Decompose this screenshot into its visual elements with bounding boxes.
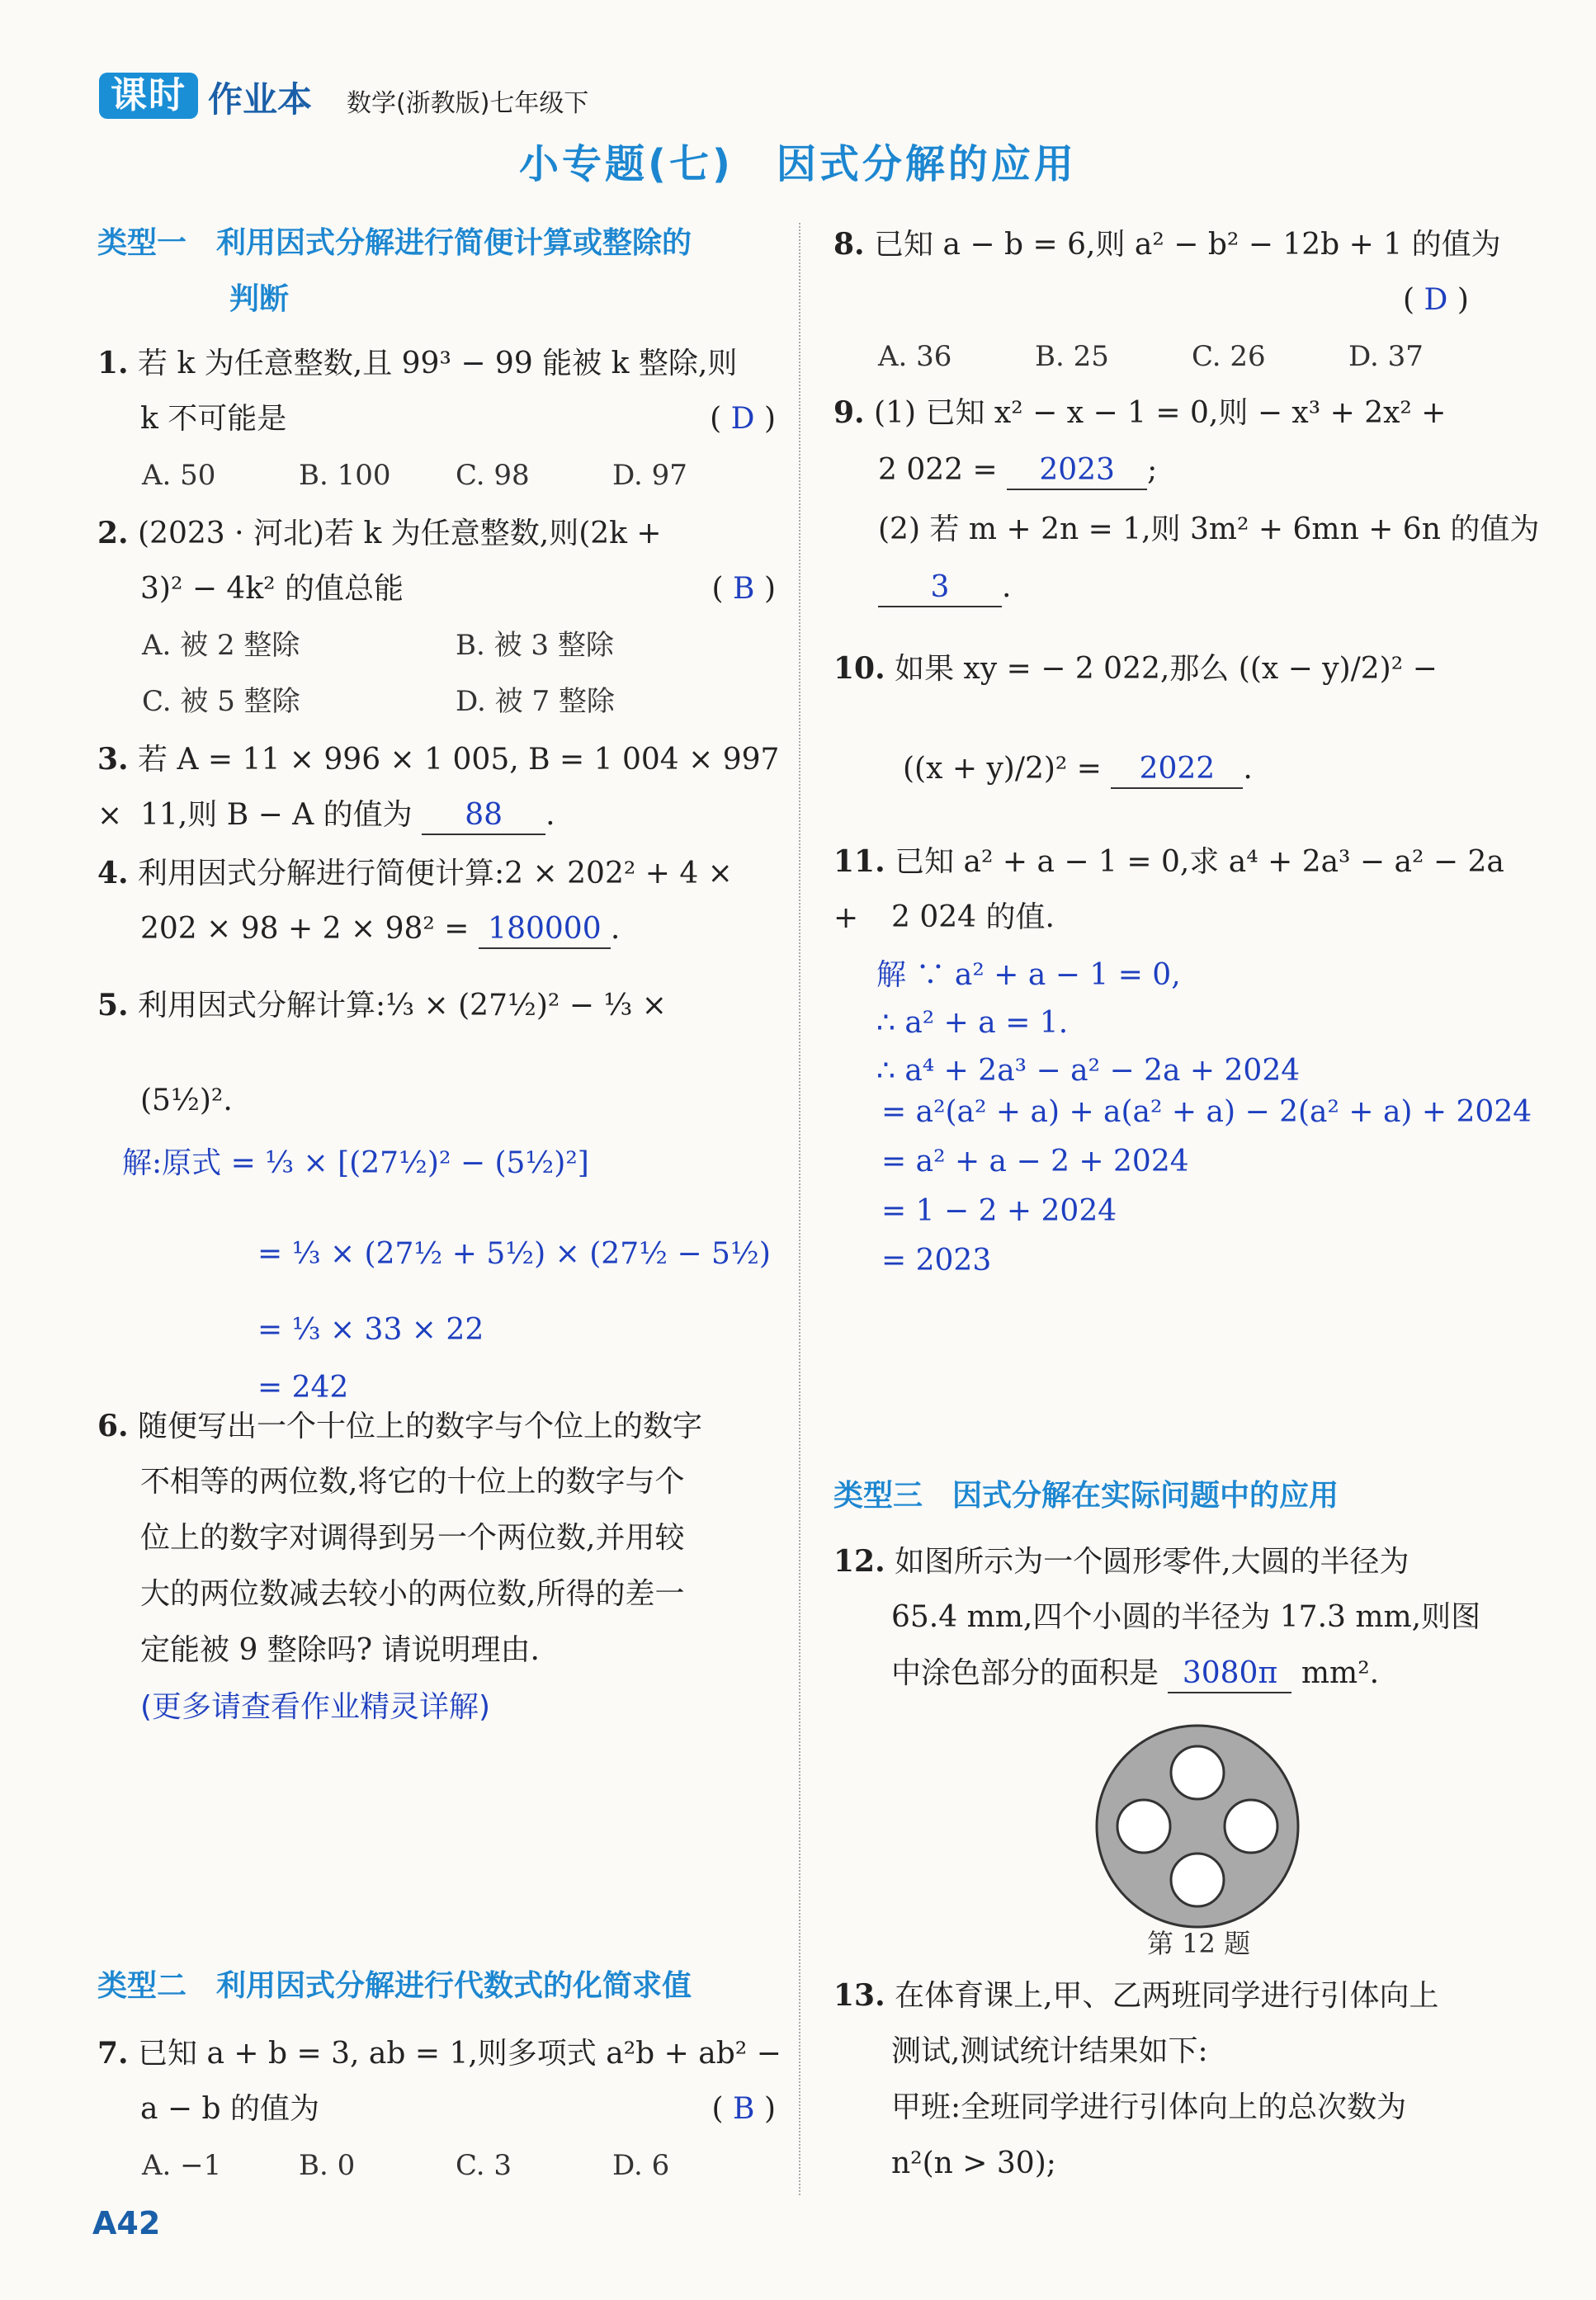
question-1-line2: k 不可能是 ( D ) [140, 402, 776, 436]
q10-number: 10. [833, 651, 885, 686]
q2-text-line2: 3)² − 4k² 的值总能 [140, 572, 404, 606]
q5-text-line1: 利用因式分解计算:⅓ × (27½)² − ⅓ × [138, 989, 667, 1022]
section-1-heading: 类型一 利用因式分解进行简便计算或整除的 [97, 226, 692, 260]
question-10-line2: ((x + y)/2)² = 2022 . [903, 741, 1253, 797]
q11-number: 11. [833, 844, 885, 879]
q3-answer-blank: 88 [422, 797, 545, 835]
question-4-line2: 202 × 98 + 2 × 98² = 180000 . [140, 901, 776, 957]
question-2 [97, 505, 774, 562]
q11-solution-line6: = 1 − 2 + 2024 [881, 1194, 1117, 1228]
q12-figure [1094, 1723, 1301, 1929]
section-3-heading: 类型三 因式分解在实际问题中的应用 [833, 1479, 1339, 1513]
question-6 [97, 1398, 782, 1455]
q2-text-line1: (2023 · 河北)若 k 为任意整数,则(2k + [138, 517, 662, 550]
question-4 [97, 845, 782, 902]
q1-answer: D [730, 402, 755, 436]
q1-choice-b: B. 100 [299, 459, 391, 492]
q6-text-line3: 位上的数字对调得到另一个两位数,并用较 [140, 1521, 685, 1555]
brand-name: 作业本 [208, 79, 313, 120]
question-5-line2 [140, 1073, 776, 1129]
question-7 [97, 2025, 782, 2082]
page-title: 小专题(七) 因式分解的应用 [519, 141, 1077, 187]
q12-text-line2: 65.4 mm,四个小圆的半径为 17.3 mm,则图 [891, 1600, 1481, 1634]
q8-choice-d: D. 37 [1348, 340, 1424, 373]
q2-choices-row2 [142, 673, 769, 730]
small-circle-top [1171, 1746, 1224, 1799]
question-10 [833, 640, 1527, 697]
q11-solution-line4: = a²(a² + a) + a(a² + a) − 2(a² + a) + 2024 [881, 1095, 1532, 1129]
q11-text-line2: 2 024 的值. [891, 900, 1055, 934]
small-circle-right [1225, 1800, 1277, 1853]
q13-text-line3: 甲班:全班同学进行引体向上的总次数为 [891, 2090, 1407, 2124]
q5-number: 5. [97, 988, 129, 1022]
q8-choices [878, 328, 1538, 385]
q1-text-line2: k 不可能是 [140, 402, 287, 436]
q2-number: 2. [97, 516, 129, 550]
q3-text-line2: 11,则 B − A 的值为 [140, 798, 413, 832]
q1-choices [142, 447, 769, 503]
q13-text-line4: n²(n > 30); [891, 2147, 1056, 2180]
small-circle-left [1117, 1800, 1170, 1853]
q12-number: 12. [833, 1544, 885, 1579]
q8-answer-bracket: ( D ) [1403, 283, 1469, 317]
q7-number: 7. [97, 2036, 129, 2071]
q11-solution-line1: 解 ∵ a² + a − 1 = 0, [876, 958, 1181, 992]
q7-text-line2: a − b 的值为 [140, 2092, 320, 2126]
q12-text-line1: 如图所示为一个圆形零件,大圆的半径为 [895, 1545, 1409, 1579]
section-2-heading: 类型二 利用因式分解进行代数式的化简求值 [97, 1969, 692, 2003]
question-9 [833, 385, 1518, 442]
q4-answer-blank: 180000 [479, 911, 611, 949]
q7-choice-a: A. −1 [142, 2149, 222, 2182]
q6-text-line2: 不相等的两位数,将它的十位上的数字与个 [140, 1465, 685, 1499]
question-2-line2: 3)² − 4k² 的值总能 ( B ) [140, 572, 776, 606]
series-logo: 课时 [99, 73, 198, 119]
q1-choice-c: C. 98 [456, 459, 530, 492]
q5-solution-line4: = 242 [257, 1371, 349, 1405]
q5-solution-line2: = ⅓ × (27½ + 5½) × (27½ − 5½) [257, 1237, 771, 1271]
page-number: A42 [92, 2205, 161, 2241]
q4-text-line1: 利用因式分解进行简便计算:2 × 202² + 4 × [138, 857, 733, 890]
q7-choice-b: B. 0 [299, 2149, 356, 2182]
q7-choices [142, 2137, 769, 2194]
q9-text-line3: (2) 若 m + 2n = 1,则 3m² + 6mn + 6n 的值为 [878, 512, 1540, 546]
question-9-line4: 3 . [878, 560, 1011, 616]
question-13 [833, 1967, 1527, 2024]
q8-number: 8. [833, 227, 865, 262]
q6-text-line5: 定能被 9 整除吗? 请说明理由. [140, 1633, 540, 1667]
q9-number: 9. [833, 395, 865, 430]
small-circle-bottom [1171, 1854, 1224, 1906]
q12-caption: 第 12 题 [1147, 1928, 1251, 1959]
q10-text-line1: 如果 xy = − 2 022,那么 ((x − y)/2)² − [895, 652, 1438, 686]
q8-choice-b: B. 25 [1035, 340, 1109, 373]
q4-number: 4. [97, 856, 129, 890]
question-3-line2: 11,则 B − A 的值为 88 . [140, 787, 776, 843]
question-7-line2: a − b 的值为 ( B ) [140, 2092, 776, 2126]
q12-answer-blank: 3080π [1168, 1655, 1291, 1693]
question-1 [97, 335, 774, 392]
q2-choice-a: A. 被 2 整除 [142, 629, 300, 662]
q11-solution-line5: = a² + a − 2 + 2024 [881, 1145, 1189, 1178]
column-divider [799, 223, 800, 2195]
q8-choice-a: A. 36 [878, 340, 952, 373]
q2-answer: B [733, 572, 755, 606]
section-1-heading-cont: 判断 [229, 282, 290, 316]
q11-solution-line3: ∴ a⁴ + 2a³ − a² − 2a + 2024 [876, 1054, 1301, 1088]
question-5 [97, 977, 782, 1034]
q4-text-line2: 202 × 98 + 2 × 98² = [140, 912, 470, 946]
q10-answer-blank: 2022 [1111, 751, 1243, 789]
q6-text-line1: 随便写出一个十位上的数字与个位上的数字 [138, 1410, 703, 1443]
q8-answer: D [1424, 283, 1448, 317]
q7-text-line1: 已知 a + b = 3, ab = 1,则多项式 a²b + ab² − [138, 2037, 781, 2071]
q12-text-line3: 中涂色部分的面积是 [891, 1656, 1159, 1690]
q10-text-line2: ((x + y)/2)² = [903, 752, 1102, 786]
q2-choice-b: B. 被 3 整除 [456, 629, 614, 662]
q11-solution-line7: = 2023 [881, 1244, 992, 1278]
q8-text-line1: 已知 a − b = 6,则 a² − b² − 12b + 1 的值为 [874, 228, 1501, 262]
q7-answer: B [733, 2092, 755, 2126]
book-title: 数学(浙教版)七年级下 [347, 89, 589, 118]
q11-solution-line2: ∴ a² + a = 1. [876, 1006, 1069, 1040]
q1-choice-d: D. 97 [612, 459, 687, 492]
q8-choice-c: C. 26 [1192, 340, 1266, 373]
q1-choice-a: A. 50 [142, 459, 216, 492]
q2-choice-c: C. 被 5 整除 [142, 685, 300, 718]
q12-unit: mm². [1301, 1656, 1380, 1690]
q1-text-line1: 若 k 为任意整数,且 99³ − 99 能被 k 整除,则 [138, 347, 738, 380]
q9-text-line1: (1) 已知 x² − x − 1 = 0,则 − x³ + 2x² + [874, 396, 1447, 430]
q11-text-line1: 已知 a² + a − 1 = 0,求 a⁴ + 2a³ − a² − 2a + [833, 845, 1504, 935]
more-details-link[interactable]: (更多请查看作业精灵详解) [140, 1690, 491, 1724]
question-9-line2: 2 022 = 2023 ; [878, 442, 1157, 498]
q9-answer1-blank: 2023 [1007, 452, 1147, 490]
q2-choice-d: D. 被 7 整除 [456, 685, 615, 718]
q13-text-line2: 测试,测试统计结果如下: [891, 2034, 1208, 2068]
q6-text-line4: 大的两位数减去较小的两位数,所得的差一 [140, 1577, 685, 1611]
q2-choices-row1 [142, 617, 769, 673]
q13-text-line1: 在体育课上,甲、乙两班同学进行引体向上 [895, 1979, 1439, 2013]
q6-number: 6. [97, 1409, 129, 1443]
q3-text-line1: 若 A = 11 × 996 × 1 005, B = 1 004 × 997 × [97, 743, 780, 833]
question-12 [833, 1533, 1527, 1590]
q5-text-line2: (5½)². [140, 1084, 233, 1117]
q7-choice-c: C. 3 [456, 2149, 512, 2182]
q9-text-line2: 2 022 = [878, 453, 998, 487]
q5-solution-line3: = ⅓ × 33 × 22 [257, 1313, 484, 1347]
question-8 [833, 216, 1518, 273]
q9-answer2-blank: 3 [878, 569, 1002, 607]
q13-number: 13. [833, 1978, 885, 2013]
q3-number: 3. [97, 742, 129, 777]
question-12-line3 [891, 1646, 1379, 1702]
q1-number: 1. [97, 346, 129, 380]
q5-solution-line1: 解:原式 = ⅓ × [(27½)² − (5½)²] [122, 1146, 589, 1180]
q7-choice-d: D. 6 [612, 2149, 670, 2182]
